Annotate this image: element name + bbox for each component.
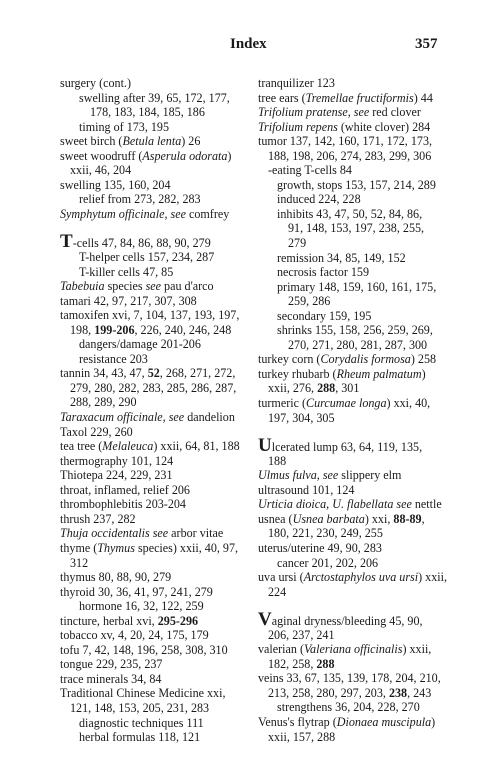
entry-text: 199-206 xyxy=(94,322,135,337)
entry-text: species) xxii, 40, 97, xyxy=(134,540,239,555)
entry-text: ) xyxy=(227,148,232,163)
index-subentry xyxy=(258,585,468,600)
entry-text: Usnea barbata xyxy=(292,511,365,526)
entry-text: tannin 34, 43, 47, xyxy=(60,366,148,381)
entry-text: surgery (cont.) xyxy=(60,76,131,90)
entry-text: , 243 xyxy=(407,685,432,700)
entry-text: ) 44 xyxy=(413,90,433,105)
entry-text: thermography 101, 124 xyxy=(60,453,174,468)
index-column-left xyxy=(60,76,260,745)
entry-text: 288, 289, 290 xyxy=(70,395,137,410)
entry-text: , 268, 271, 272, xyxy=(159,366,236,381)
index-entry xyxy=(60,483,260,498)
entry-text: comfrey xyxy=(185,206,230,221)
index-entry xyxy=(60,468,260,483)
entry-text: Taraxacum officinale, see xyxy=(60,410,185,425)
entry-text: 224 xyxy=(268,584,287,599)
index-entry xyxy=(258,609,468,631)
entry-text: T-killer cells 47, 85 xyxy=(79,264,174,279)
entry-text: pau d'arco xyxy=(161,279,214,294)
entry-text: , 301 xyxy=(335,381,360,396)
entry-text: , 226, 240, 246, 248 xyxy=(134,322,232,337)
entry-text: 198, xyxy=(70,322,95,337)
entry-text: 52 xyxy=(147,366,160,381)
index-entry xyxy=(60,570,260,585)
entry-text: Thiotepa 224, 229, 231 xyxy=(60,468,173,483)
index-entry xyxy=(258,541,468,556)
index-subentry xyxy=(60,395,260,410)
index-subentry xyxy=(258,221,468,236)
entry-text: 180, 221, 230, 249, 255 xyxy=(268,526,383,541)
entry-text: relief from 273, 282, 283 xyxy=(79,192,201,207)
entry-text: 288 xyxy=(316,656,335,671)
entry-text: red clover xyxy=(369,105,421,120)
entry-text: turkey rhubarb ( xyxy=(258,366,337,381)
entry-text: 312 xyxy=(70,555,89,570)
index-entry xyxy=(60,628,260,643)
index-subentry xyxy=(60,730,260,745)
index-entry xyxy=(258,468,468,483)
index-subentry xyxy=(60,120,260,135)
index-subentry xyxy=(258,236,468,251)
index-entry xyxy=(60,279,260,294)
index-subentry xyxy=(258,411,468,426)
section-gap xyxy=(60,221,260,235)
index-entry xyxy=(60,231,260,253)
entry-text: throat, inflamed, relief 206 xyxy=(60,482,190,497)
entry-text: Trifolium pratense, see xyxy=(258,105,370,120)
index-entry xyxy=(258,134,468,149)
entry-text: swelling after 39, 65, 172, 177, xyxy=(79,90,230,105)
entry-text: tofu 7, 42, 148, 196, 258, 308, 310 xyxy=(60,642,228,657)
entry-text: secondary 159, 195 xyxy=(277,308,372,323)
page-title: Index xyxy=(230,36,267,52)
index-entry xyxy=(258,715,468,730)
index-subentry xyxy=(258,149,468,164)
index-entry xyxy=(60,643,260,658)
index-entry xyxy=(60,526,260,541)
entry-text: 213, 258, 280, 297, 203, xyxy=(268,685,389,700)
index-entry xyxy=(258,396,468,411)
index-subentry xyxy=(258,686,468,701)
section-initial: V xyxy=(258,609,272,631)
index-entry xyxy=(60,134,260,149)
entry-text: Thuja occidentalis see xyxy=(60,526,169,541)
entry-text: 288 xyxy=(317,381,336,396)
section-initial: U xyxy=(258,435,272,457)
entry-text: hormone 16, 32, 122, 259 xyxy=(79,599,204,614)
entry-text: uva ursi ( xyxy=(258,570,304,585)
entry-text: tumor 137, 142, 160, 171, 172, 173, xyxy=(258,134,433,149)
entry-text: 197, 304, 305 xyxy=(268,410,335,425)
index-entry xyxy=(60,512,260,527)
entry-text: Trifolium repens xyxy=(258,119,338,134)
entry-text: ) xxii, xyxy=(402,642,432,657)
index-entry xyxy=(258,120,468,135)
entry-text: 91, 148, 153, 197, 238, 255, xyxy=(288,221,425,236)
entry-text: Ulmus fulva, see xyxy=(258,468,339,483)
entry-text: resistance 203 xyxy=(79,351,148,366)
entry-text: thrush 237, 282 xyxy=(60,511,136,526)
index-subentry xyxy=(60,352,260,367)
index-subentry xyxy=(60,91,260,106)
index-subentry xyxy=(60,192,260,207)
entry-text: Betula lenta xyxy=(122,134,182,149)
entry-text: Curcumae longa xyxy=(306,396,387,411)
entry-text: Traditional Chinese Medicine xxi, xyxy=(60,686,226,701)
entry-text: tamoxifen xvi, 7, 104, 137, 193, 197, xyxy=(60,308,240,323)
index-subentry xyxy=(258,294,468,309)
index-subentry xyxy=(258,381,468,396)
entry-text: slippery elm xyxy=(338,468,402,483)
entry-text: ) xxi, xyxy=(364,511,394,526)
index-entry xyxy=(258,367,468,382)
entry-text: Melaleuca xyxy=(102,439,154,454)
index-subentry xyxy=(60,701,260,716)
entry-text: Tremellae fructiformis xyxy=(305,90,414,105)
index-entry xyxy=(258,483,468,498)
entry-text: tincture, herbal xvi, xyxy=(60,613,158,628)
entry-text: diagnostic techniques 111 xyxy=(79,715,204,730)
entry-text: tranquilizer 123 xyxy=(258,76,335,90)
index-entry xyxy=(258,570,468,585)
index-subentry xyxy=(60,163,260,178)
entry-text: inhibits 43, 47, 50, 52, 84, 86, xyxy=(277,206,423,221)
entry-text: veins 33, 67, 135, 139, 178, 204, 210, xyxy=(258,671,441,686)
entry-text: nettle xyxy=(411,497,442,512)
index-entry xyxy=(258,105,468,120)
entry-text: Rheum palmatum xyxy=(336,366,422,381)
entry-text: tamari 42, 97, 217, 307, 308 xyxy=(60,293,197,308)
entry-text: thyroid 30, 36, 41, 97, 241, 279 xyxy=(60,584,213,599)
entry-text: turkey corn ( xyxy=(258,352,321,367)
index-subentry xyxy=(258,526,468,541)
entry-text: Dionaea muscipula xyxy=(336,714,432,729)
entry-text: sweet birch ( xyxy=(60,134,123,149)
entry-text: dandelion xyxy=(184,410,235,425)
index-subentry xyxy=(258,207,468,222)
entry-text: Venus's flytrap ( xyxy=(258,714,337,729)
entry-text: ultrasound 101, 124 xyxy=(258,482,355,497)
index-entry xyxy=(60,308,260,323)
index-subentry xyxy=(258,700,468,715)
entry-text: trace minerals 34, 84 xyxy=(60,671,162,686)
section-initial: T xyxy=(60,231,73,253)
entry-text: 295-296 xyxy=(157,613,199,628)
index-subentry xyxy=(258,730,468,745)
index-entry xyxy=(60,149,260,164)
entry-text: 178, 183, 184, 185, 186 xyxy=(90,105,205,120)
entry-text: (white clover) 284 xyxy=(337,119,431,134)
entry-text: ) xyxy=(421,366,426,381)
index-subentry xyxy=(258,178,468,193)
index-entry xyxy=(60,366,260,381)
index-entry xyxy=(60,686,260,701)
entry-text: ) xxii, xyxy=(418,570,448,585)
entry-text: sweet woodruff ( xyxy=(60,148,143,163)
entry-text: Valeriana officinalis xyxy=(304,642,403,657)
entry-text: timing of 173, 195 xyxy=(79,119,170,134)
entry-text: Asperula odorata xyxy=(142,148,228,163)
entry-text: 279 xyxy=(288,236,307,251)
entry-text: -eating T-cells 84 xyxy=(268,163,352,178)
index-subentry xyxy=(60,105,260,120)
index-subentry xyxy=(60,556,260,571)
index-subentry xyxy=(258,251,468,266)
entry-text: Taxol 229, 260 xyxy=(60,424,133,439)
entry-text: ) xxi, 40, xyxy=(386,396,431,411)
index-subentry xyxy=(258,323,468,338)
entry-text: dangers/damage 201-206 xyxy=(79,337,201,352)
index-entry xyxy=(60,657,260,672)
page-header xyxy=(0,36,500,56)
entry-text: thrombophlebitis 203-204 xyxy=(60,497,186,512)
index-subentry xyxy=(258,309,468,324)
section-gap xyxy=(258,599,468,613)
index-entry xyxy=(60,541,260,556)
index-subentry xyxy=(258,657,468,672)
index-entry xyxy=(60,672,260,687)
entry-text: 206, 237, 241 xyxy=(268,627,335,642)
entry-text: thymus 80, 88, 90, 279 xyxy=(60,570,172,585)
index-entry xyxy=(60,410,260,425)
entry-text: 88-89 xyxy=(393,511,422,526)
entry-text: 259, 286 xyxy=(288,294,331,309)
entry-text: ) 258 xyxy=(410,352,437,367)
entry-text: tree ears ( xyxy=(258,90,306,105)
entry-text: 270, 271, 280, 281, 287, 300 xyxy=(288,337,428,352)
index-subentry xyxy=(60,323,260,338)
index-entry xyxy=(60,178,260,193)
index-entry xyxy=(60,454,260,469)
index-entry xyxy=(60,614,260,629)
entry-text: ) 26 xyxy=(181,134,201,149)
index-subentry xyxy=(60,599,260,614)
entry-text: -cells 47, 84, 86, 88, 90, 279 xyxy=(72,236,211,251)
entry-text: cancer 201, 202, 206 xyxy=(277,555,379,570)
index-entry xyxy=(258,512,468,527)
entry-text: valerian ( xyxy=(258,642,304,657)
entry-text: remission 34, 85, 149, 152 xyxy=(277,250,406,265)
entry-text: usnea ( xyxy=(258,511,293,526)
index-subentry xyxy=(60,716,260,731)
entry-text: Thymus xyxy=(97,540,135,555)
entry-text: species xyxy=(104,279,146,294)
entry-text: 121, 148, 153, 205, 231, 283 xyxy=(70,700,210,715)
entry-text: see xyxy=(145,279,162,294)
index-subentry xyxy=(60,250,260,265)
index-entry xyxy=(258,352,468,367)
index-subentry xyxy=(258,338,468,353)
index-entry xyxy=(60,425,260,440)
entry-text: T-helper cells 157, 234, 287 xyxy=(79,250,215,265)
index-entry xyxy=(258,671,468,686)
entry-text: xxii, 46, 204 xyxy=(70,163,132,178)
index-column-right xyxy=(258,76,468,744)
entry-text: Symphytum officinale, see xyxy=(60,206,186,221)
page-number: 357 xyxy=(415,36,438,52)
entry-text: 182, 258, xyxy=(268,656,317,671)
entry-text: Arctostaphylos uva ursi xyxy=(303,570,419,585)
index-subentry xyxy=(258,192,468,207)
entry-text: , xyxy=(421,511,425,526)
entry-text: thyme ( xyxy=(60,540,98,555)
entry-text: shrinks 155, 158, 256, 259, 269, xyxy=(277,323,433,338)
entry-text: tongue 229, 235, 237 xyxy=(60,657,163,672)
index-subentry xyxy=(258,454,468,469)
index-entry xyxy=(60,76,260,91)
entry-text: arbor vitae xyxy=(168,526,224,541)
entry-text: herbal formulas 118, 121 xyxy=(79,730,201,745)
entry-text: turmeric ( xyxy=(258,396,307,411)
section-gap xyxy=(258,425,468,439)
index-entry xyxy=(60,585,260,600)
index-subentry xyxy=(60,381,260,396)
entry-text: ) xxii, 64, 81, 188 xyxy=(153,439,240,454)
entry-text: 188, 198, 206, 274, 283, 299, 306 xyxy=(268,148,432,163)
entry-text: 238 xyxy=(388,685,408,700)
index-entry xyxy=(60,207,260,222)
index-subentry xyxy=(258,628,468,643)
index-entry xyxy=(258,76,468,91)
index-subentry xyxy=(258,280,468,295)
entry-text: 188 xyxy=(268,453,287,468)
entry-text: 279, 280, 282, 283, 285, 286, 287, xyxy=(70,380,237,395)
entry-text: xxii, 276, xyxy=(268,381,318,396)
index-entry xyxy=(258,642,468,657)
entry-text: Urticia dioica, U. flabellata see xyxy=(258,497,412,512)
entry-text: primary 148, 159, 160, 161, 175, xyxy=(277,279,437,294)
index-entry xyxy=(60,497,260,512)
entry-text: Corydalis formosa xyxy=(320,352,411,367)
index-entry xyxy=(258,435,468,457)
index-entry xyxy=(60,294,260,309)
entry-text: aginal dryness/bleeding 45, 90, xyxy=(271,614,423,629)
entry-text: tobacco xv, 4, 20, 24, 175, 179 xyxy=(60,628,209,643)
entry-text: Tabebuia xyxy=(60,279,105,294)
entry-text: xxii, 157, 288 xyxy=(268,729,336,744)
index-subentry xyxy=(60,265,260,280)
entry-text: tea tree ( xyxy=(60,439,103,454)
entry-text: growth, stops 153, 157, 214, 289 xyxy=(277,177,436,192)
entry-text: strengthens 36, 204, 228, 270 xyxy=(277,700,420,715)
entry-text: ) xyxy=(431,714,436,729)
index-subentry xyxy=(60,337,260,352)
index-entry xyxy=(60,439,260,454)
entry-text: necrosis factor 159 xyxy=(277,265,370,280)
index-entry xyxy=(258,91,468,106)
index-subentry xyxy=(258,163,468,178)
index-subentry xyxy=(258,556,468,571)
entry-text: uterus/uterine 49, 90, 283 xyxy=(258,540,382,555)
index-entry xyxy=(258,497,468,512)
entry-text: lcerated lump 63, 64, 119, 135, xyxy=(271,440,423,455)
entry-text: induced 224, 228 xyxy=(277,192,361,207)
index-subentry xyxy=(258,265,468,280)
entry-text: swelling 135, 160, 204 xyxy=(60,177,171,192)
